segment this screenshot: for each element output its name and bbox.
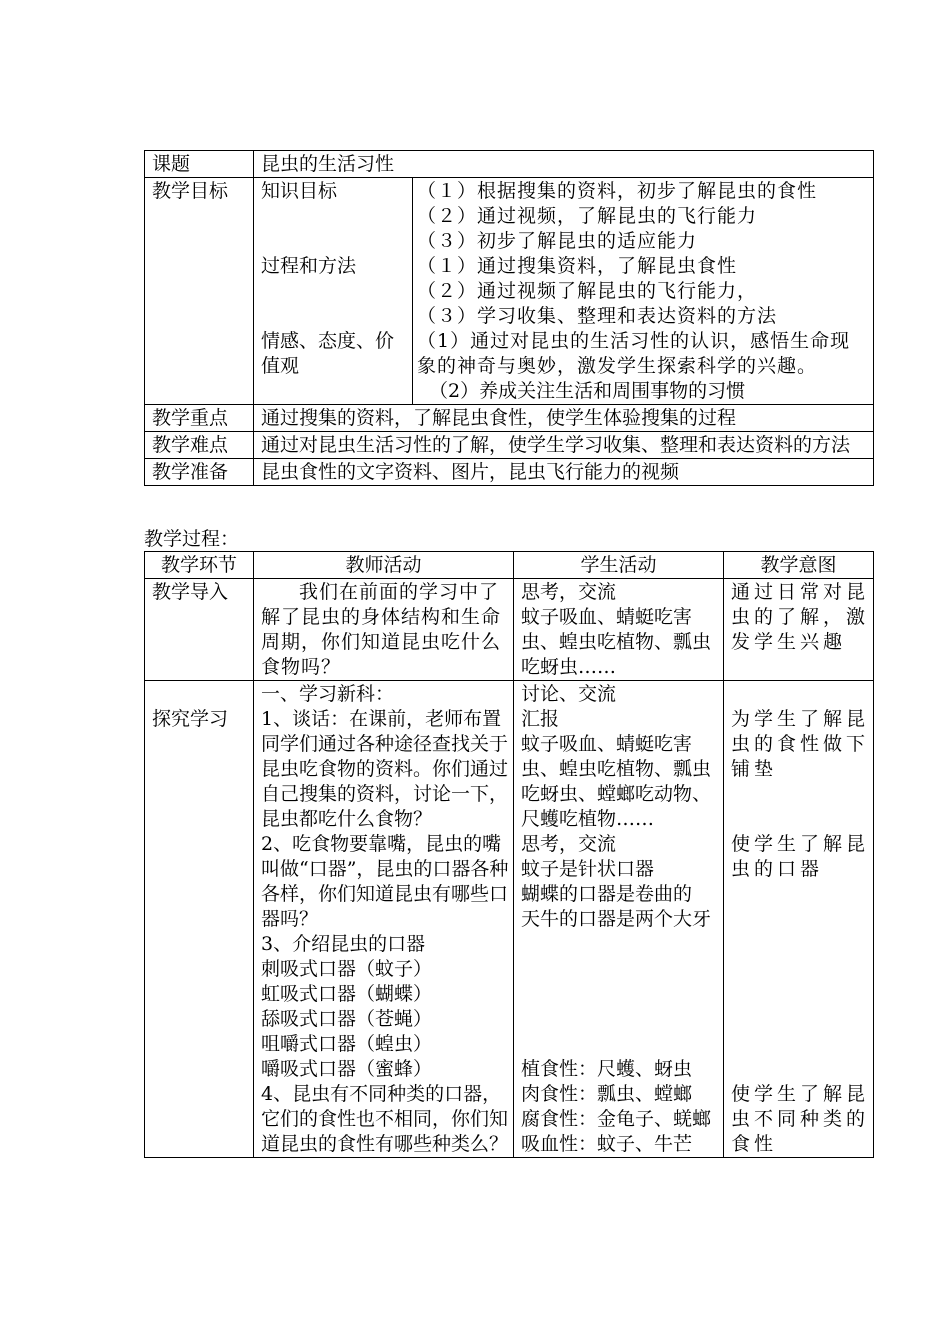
student-line: 植食性：尺蠖、蚜虫 [521, 1058, 693, 1080]
key-point-row [145, 405, 874, 432]
intro-row [145, 579, 874, 681]
knowledge-label: 知识目标 [261, 180, 338, 202]
key-point-value: 通过搜集的资料，了解昆虫食性，使学生体验搜集的过程 [254, 405, 874, 432]
student-line: 蚊子是针状口器 [521, 858, 655, 880]
subject-row [145, 151, 874, 178]
header-student: 学生活动 [514, 552, 724, 579]
explore-stage-cell [145, 681, 254, 1158]
explore-teacher-cell [254, 681, 514, 1158]
knowledge-item: （３）初步了解昆虫的适应能力 [417, 230, 698, 252]
teacher-line: 嚼吸式口器（蜜蜂） [261, 1058, 433, 1080]
student-line: 汇报 [521, 708, 560, 730]
subject-value: 昆虫的生活习性 [254, 151, 874, 178]
student-line: 天牛的口器是两个大牙 [521, 908, 712, 930]
goals-label: 教学目标 [145, 178, 254, 405]
teacher-line: 一、学习新科： [261, 683, 395, 705]
difficulty-label: 教学难点 [145, 432, 254, 459]
subject-label: 课题 [145, 151, 254, 178]
student-line: 讨论、交流 [521, 683, 617, 705]
process-header-row [145, 552, 874, 579]
intro-teacher: 我们在前面的学习中了解了昆虫的身体结构和生命周期，你们知道昆虫吃什么食物吗？ [254, 579, 514, 681]
knowledge-item: （２）通过视频，了解昆虫的飞行能力 [417, 205, 758, 227]
preparation-label: 教学准备 [145, 459, 254, 486]
intro-stage: 教学导入 [145, 579, 254, 681]
process-label: 过程和方法 [261, 255, 357, 277]
emotion-item: （1）通过对昆虫的生活习性的认识，感悟生命现象的神奇与奥妙，激发学生探索科学的兴趣。 [417, 330, 851, 377]
explore-stage: 探究学习 [152, 708, 229, 730]
student-line: 思考，交流 [521, 833, 617, 855]
teacher-line: 1、谈话：在课前，老师布置同学们通过各种途径查找关于昆虫吃食物的资料。你们通过自己搜集的资料，讨论一下，昆虫都吃什么食物？ [261, 708, 509, 830]
teaching-process-table [144, 551, 874, 1158]
key-point-label: 教学重点 [145, 405, 254, 432]
header-intent: 教学意图 [724, 552, 874, 579]
intro-student: 思考，交流 [521, 581, 617, 603]
intent-line: 使学生了解昆虫不同种类的食性 [731, 1083, 870, 1155]
process-section-title: 教学过程： [144, 528, 240, 550]
explore-intent-cell [724, 681, 874, 1158]
process-item: （２）通过视频了解昆虫的飞行能力， [417, 280, 758, 302]
intro-student-cell [514, 579, 724, 681]
goals-row [145, 178, 874, 405]
student-line: 吸血性：蚊子、牛芒 [521, 1133, 693, 1155]
emotion-item: （2）养成关注生活和周围事物的习惯 [429, 380, 746, 402]
intent-line: 为学生了解昆虫的食性做下铺垫 [731, 708, 870, 780]
explore-row [145, 681, 874, 1158]
process-item: （１）通过搜集资料，了解昆虫食性 [417, 255, 738, 277]
lesson-info-table [144, 150, 874, 486]
explore-student-cell [514, 681, 724, 1158]
teacher-line: 4、昆虫有不同种类的口器，它们的食性也不相同，你们知道昆虫的食性有哪些种类么？ [261, 1083, 509, 1155]
process-item: （３）学习收集、整理和表达资料的方法 [417, 305, 778, 327]
teacher-line: 2、吃食物要靠嘴，昆虫的嘴叫做“口器”，昆虫的口器各种各样，你们知道昆虫有哪些口器吗？ [261, 833, 509, 930]
student-line: 腐食性：金龟子、蜣螂 [521, 1108, 712, 1130]
difficulty-row [145, 432, 874, 459]
difficulty-value: 通过对昆虫生活习性的了解，使学生学习收集、整理和表达资料的方法 [254, 432, 874, 459]
teacher-line: 虹吸式口器（蝴蝶） [261, 983, 433, 1005]
teacher-line: 3、介绍昆虫的口器 [261, 933, 426, 955]
intro-intent: 通过日常对昆虫的了解，激发学生兴趣 [724, 579, 874, 681]
header-stage: 教学环节 [145, 552, 254, 579]
goal-category-cell [254, 178, 413, 405]
knowledge-item: （１）根据搜集的资料，初步了解昆虫的食性 [417, 180, 818, 202]
header-teacher: 教师活动 [254, 552, 514, 579]
teacher-line: 舔吸式口器（苍蝇） [261, 1008, 433, 1030]
student-line: 蚊子吸血、蜻蜓吃害虫、蝗虫吃植物、瓢虫吃蚜虫、螳螂吃动物、尺蠖吃植物…… [521, 733, 712, 830]
emotion-label: 情感、态度、价值观 [261, 330, 395, 377]
teacher-line: 咀嚼式口器（蝗虫） [261, 1033, 433, 1055]
preparation-value: 昆虫食性的文字资料、图片，昆虫飞行能力的视频 [254, 459, 874, 486]
intent-line: 使学生了解昆虫的口器 [731, 833, 870, 880]
teacher-line: 刺吸式口器（蚊子） [261, 958, 433, 980]
student-line: 蝴蝶的口器是卷曲的 [521, 883, 693, 905]
student-line: 肉食性：瓢虫、螳螂 [521, 1083, 693, 1105]
goal-items-cell [413, 178, 874, 405]
intro-student-detail: 蚊子吸血、蜻蜓吃害虫、蝗虫吃植物、瓢虫吃蚜虫…… [521, 606, 712, 678]
preparation-row [145, 459, 874, 486]
